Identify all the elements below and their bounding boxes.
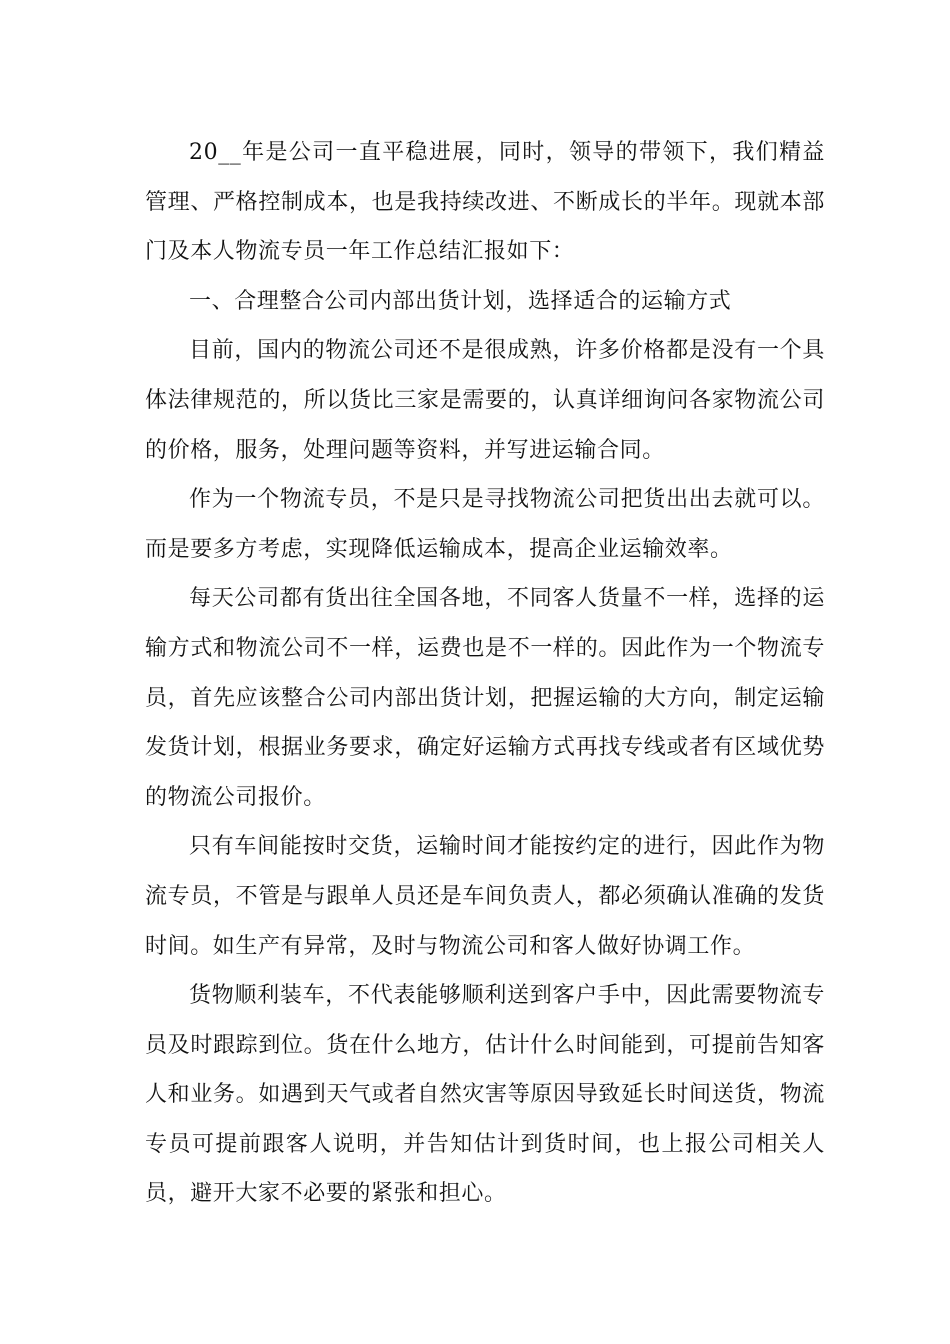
- document-body: [145, 128, 825, 1219]
- paragraph-tracking: 货物顺利装车，不代表能够顺利送到客户手中，因此需要物流专员及时跟踪到位。货在什么地方，估计什么时间能到，可提前告知客人和业务。如遇到天气或者自然灾害等原因导致延长时间送货，物流专员可提前跟客人说明，并告知估计到货时间，也上报公司相关人员，避开大家不必要的紧张和担心。: [145, 983, 825, 1207]
- paragraph-intro: 20__年是公司一直平稳进展，同时，领导的带领下，我们精益管理、严格控制成本，也是我持续改进、不断成长的半年。现就本部门及本人物流专员一年工作总结汇报如下：: [145, 140, 825, 265]
- paragraph-logistics-market: 目前，国内的物流公司还不是很成熟，许多价格都是没有一个具体法律规范的，所以货比三家是需要的，认真详细询问各家物流公司的价格，服务，处理问题等资料，并写进运输合同。: [145, 338, 825, 463]
- paragraph-delivery-time: 只有车间能按时交货，运输时间才能按约定的进行，因此作为物流专员，不管是与跟单人员还是车间负责人，都必须确认准确的发货时间。如生产有异常，及时与物流公司和客人做好协调工作。: [145, 834, 825, 959]
- paragraph-shipping-plan: 每天公司都有货出往全国各地，不同客人货量不一样，选择的运输方式和物流公司不一样，运费也是不一样的。因此作为一个物流专员，首先应该整合公司内部出货计划，把握运输的大方向，制定运输发货计划，根据业务要求，确定好运输方式再找专线或者有区域优势的物流公司报价。: [145, 586, 825, 810]
- section-heading-1: 一、合理整合公司内部出货计划，选择适合的运输方式: [189, 288, 732, 314]
- paragraph-role-goal: 作为一个物流专员，不是只是寻找物流公司把货出出去就可以。而是要多方考虑，实现降低运输成本，提高企业运输效率。: [145, 487, 825, 562]
